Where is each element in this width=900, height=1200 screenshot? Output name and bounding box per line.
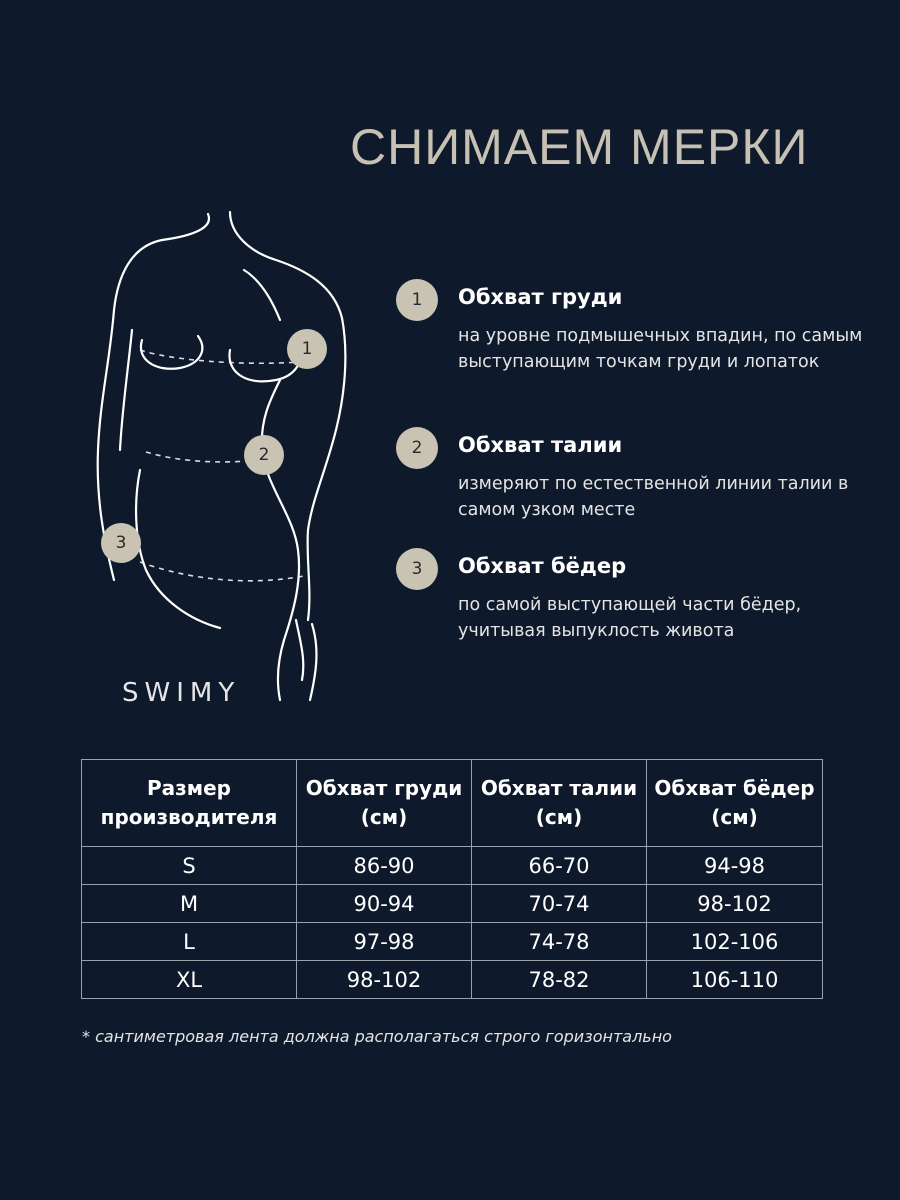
measurement-description: измеряют по естественной линии талии в самом узком месте bbox=[458, 474, 849, 520]
waist-marker: 2 bbox=[244, 435, 284, 475]
table-row bbox=[82, 885, 823, 923]
body-silhouette-illustration bbox=[80, 200, 380, 720]
measurement-title: Обхват талии bbox=[458, 433, 623, 457]
hips-cell: 102-106 bbox=[647, 923, 823, 961]
footnote: * сантиметровая лента должна располагаться строго горизонтально bbox=[82, 1027, 672, 1046]
chest-cell: 98-102 bbox=[297, 961, 472, 999]
header-chest: Обхват груди (см) bbox=[297, 760, 472, 847]
waist-cell: 66-70 bbox=[472, 847, 647, 885]
size-table bbox=[81, 759, 823, 999]
header-waist: Обхват талии (см) bbox=[472, 760, 647, 847]
size-cell: XL bbox=[82, 961, 297, 999]
measurement-description: на уровне подмышечных впадин, по самым выступающим точкам груди и лопаток bbox=[458, 326, 863, 372]
header-hips: Обхват бёдер (см) bbox=[647, 760, 823, 847]
hips-cell: 94-98 bbox=[647, 847, 823, 885]
page-title: СНИМАЕМ МЕРКИ bbox=[350, 119, 809, 175]
table-header-row bbox=[82, 760, 823, 847]
table-row bbox=[82, 961, 823, 999]
size-cell: L bbox=[82, 923, 297, 961]
measurement-title: Обхват бёдер bbox=[458, 554, 627, 578]
header-size: Размер производителя bbox=[82, 760, 297, 847]
brand-logo: SWIMY bbox=[122, 678, 241, 708]
chest-marker: 1 bbox=[287, 329, 327, 369]
waist-cell: 78-82 bbox=[472, 961, 647, 999]
size-cell: S bbox=[82, 847, 297, 885]
chest-cell: 97-98 bbox=[297, 923, 472, 961]
table-row bbox=[82, 847, 823, 885]
waist-cell: 74-78 bbox=[472, 923, 647, 961]
number-badge: 3 bbox=[396, 548, 438, 590]
chest-cell: 90-94 bbox=[297, 885, 472, 923]
number-badge: 1 bbox=[396, 279, 438, 321]
measurement-title: Обхват груди bbox=[458, 285, 623, 309]
hips-marker: 3 bbox=[101, 523, 141, 563]
table-row bbox=[82, 923, 823, 961]
hips-cell: 98-102 bbox=[647, 885, 823, 923]
chest-cell: 86-90 bbox=[297, 847, 472, 885]
waist-cell: 70-74 bbox=[472, 885, 647, 923]
measurement-description: по самой выступающей части бёдер, учитывая выпуклость живота bbox=[458, 595, 802, 641]
size-cell: M bbox=[82, 885, 297, 923]
number-badge: 2 bbox=[396, 427, 438, 469]
hips-cell: 106-110 bbox=[647, 961, 823, 999]
